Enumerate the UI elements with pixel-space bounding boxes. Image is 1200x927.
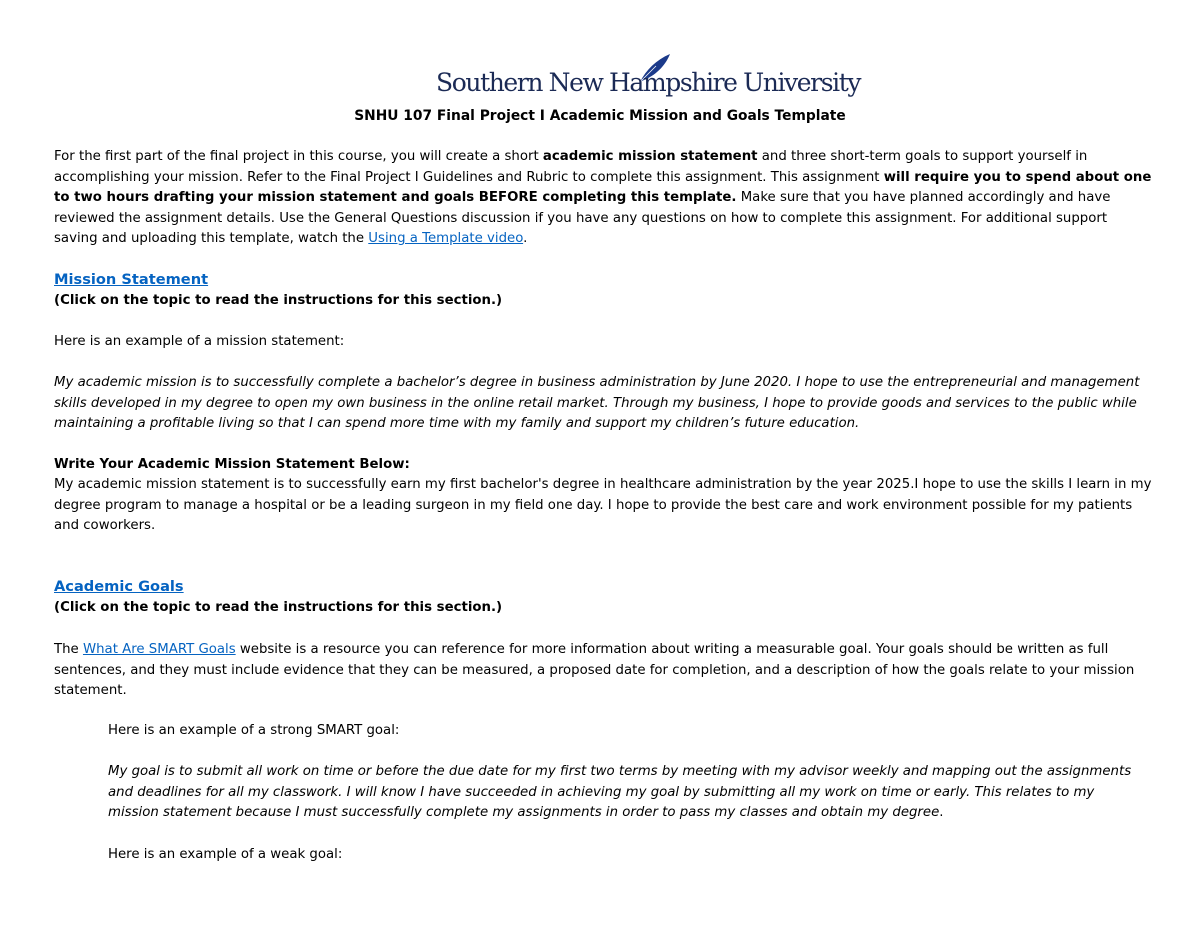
mission-click-note: (Click on the topic to read the instructions for this section.) <box>54 293 503 308</box>
intro-text-3: Make sure that you have planned accordingly and have reviewed the assignment details. Use the General Questions discussion if you have any questions on how to complete this assignment. For additional support saving and uploading this template, watch the <box>54 190 1111 246</box>
mission-statement-link[interactable]: Mission Statement <box>54 271 209 288</box>
intro-bold-2: will require you to spend about one to two hours drafting your mission statement and goals BEFORE completing this template. <box>54 169 1152 205</box>
goals-heading <box>54 577 1154 599</box>
document-title: SNHU 107 Final Project I Academic Mission and Goals Template <box>354 108 846 124</box>
strong-goal-example <box>108 762 1148 824</box>
goals-text-start: The <box>54 642 83 657</box>
mission-example: My academic mission is to successfully complete a bachelor’s degree in business administration by June 2020. I hope to use the entrepreneurial and management skills developed in my degree to open my own business in the online retail market. Through my business, I hope to provide goods and services to the public while maintaining a profitable living so that I can spend more time with my family and support my children’s future education. <box>54 375 1140 431</box>
goals-paragraph <box>54 640 1154 702</box>
mission-heading <box>54 270 1154 292</box>
intro-text-2: and three short-term goals to support yourself in accomplishing your mission. Refer to the Final Project I Guidelines and Rubric to complete this assignment. This assignment <box>54 149 1088 185</box>
intro-text-1: For the first part of the final project in this course, you will create a short <box>54 149 543 164</box>
strong-goal-intro: Here is an example of a strong SMART goal: <box>108 723 400 738</box>
strong-goal-end: . <box>939 805 944 820</box>
mission-example-intro: Here is an example of a mission statement: <box>54 334 345 349</box>
intro-bold-1: academic mission statement <box>542 149 758 164</box>
mission-answer[interactable]: My academic mission statement is to successfully earn my first bachelor's degree in healthcare administration by the year 2025.I hope to use the skills I learn in my degree program to manage a hospital or be a leading surgeon in my field one day. I hope to provide the best care and work environment possible for my patients and coworkers. <box>54 477 1152 533</box>
intro-paragraph <box>54 147 1154 250</box>
logo-text: Southern New Hampshire University <box>436 68 861 97</box>
template-video-link[interactable]: Using a Template video <box>368 231 524 246</box>
intro-text-4: . <box>523 231 528 246</box>
weak-goal-intro: Here is an example of a weak goal: <box>108 847 343 862</box>
goals-text-rest: website is a resource you can reference for more information about writing a measurable goal. Your goals should be written as full sentences, and they must include evidence that they can be measured, a proposed date for completion, and a description of how the goals relate to your mission statement. <box>54 642 1135 698</box>
mission-write-label: Write Your Academic Mission Statement Below: <box>54 457 410 472</box>
university-logo <box>436 52 861 102</box>
smart-goals-link[interactable]: What Are SMART Goals <box>82 642 236 657</box>
goals-click-note: (Click on the topic to read the instructions for this section.) <box>54 600 503 615</box>
strong-goal-text: My goal is to submit all work on time or before the due date for my first two terms by meeting with my advisor weekly and mapping out the assignments and deadlines for all my classwork. I will know I have succeeded in achieving my goal by submitting all my work on time or early. This relates to my mission statement because I must successfully complete my assignments in order to pass my classes and obtain my degree <box>108 764 1132 820</box>
academic-goals-link[interactable]: Academic Goals <box>54 578 184 595</box>
